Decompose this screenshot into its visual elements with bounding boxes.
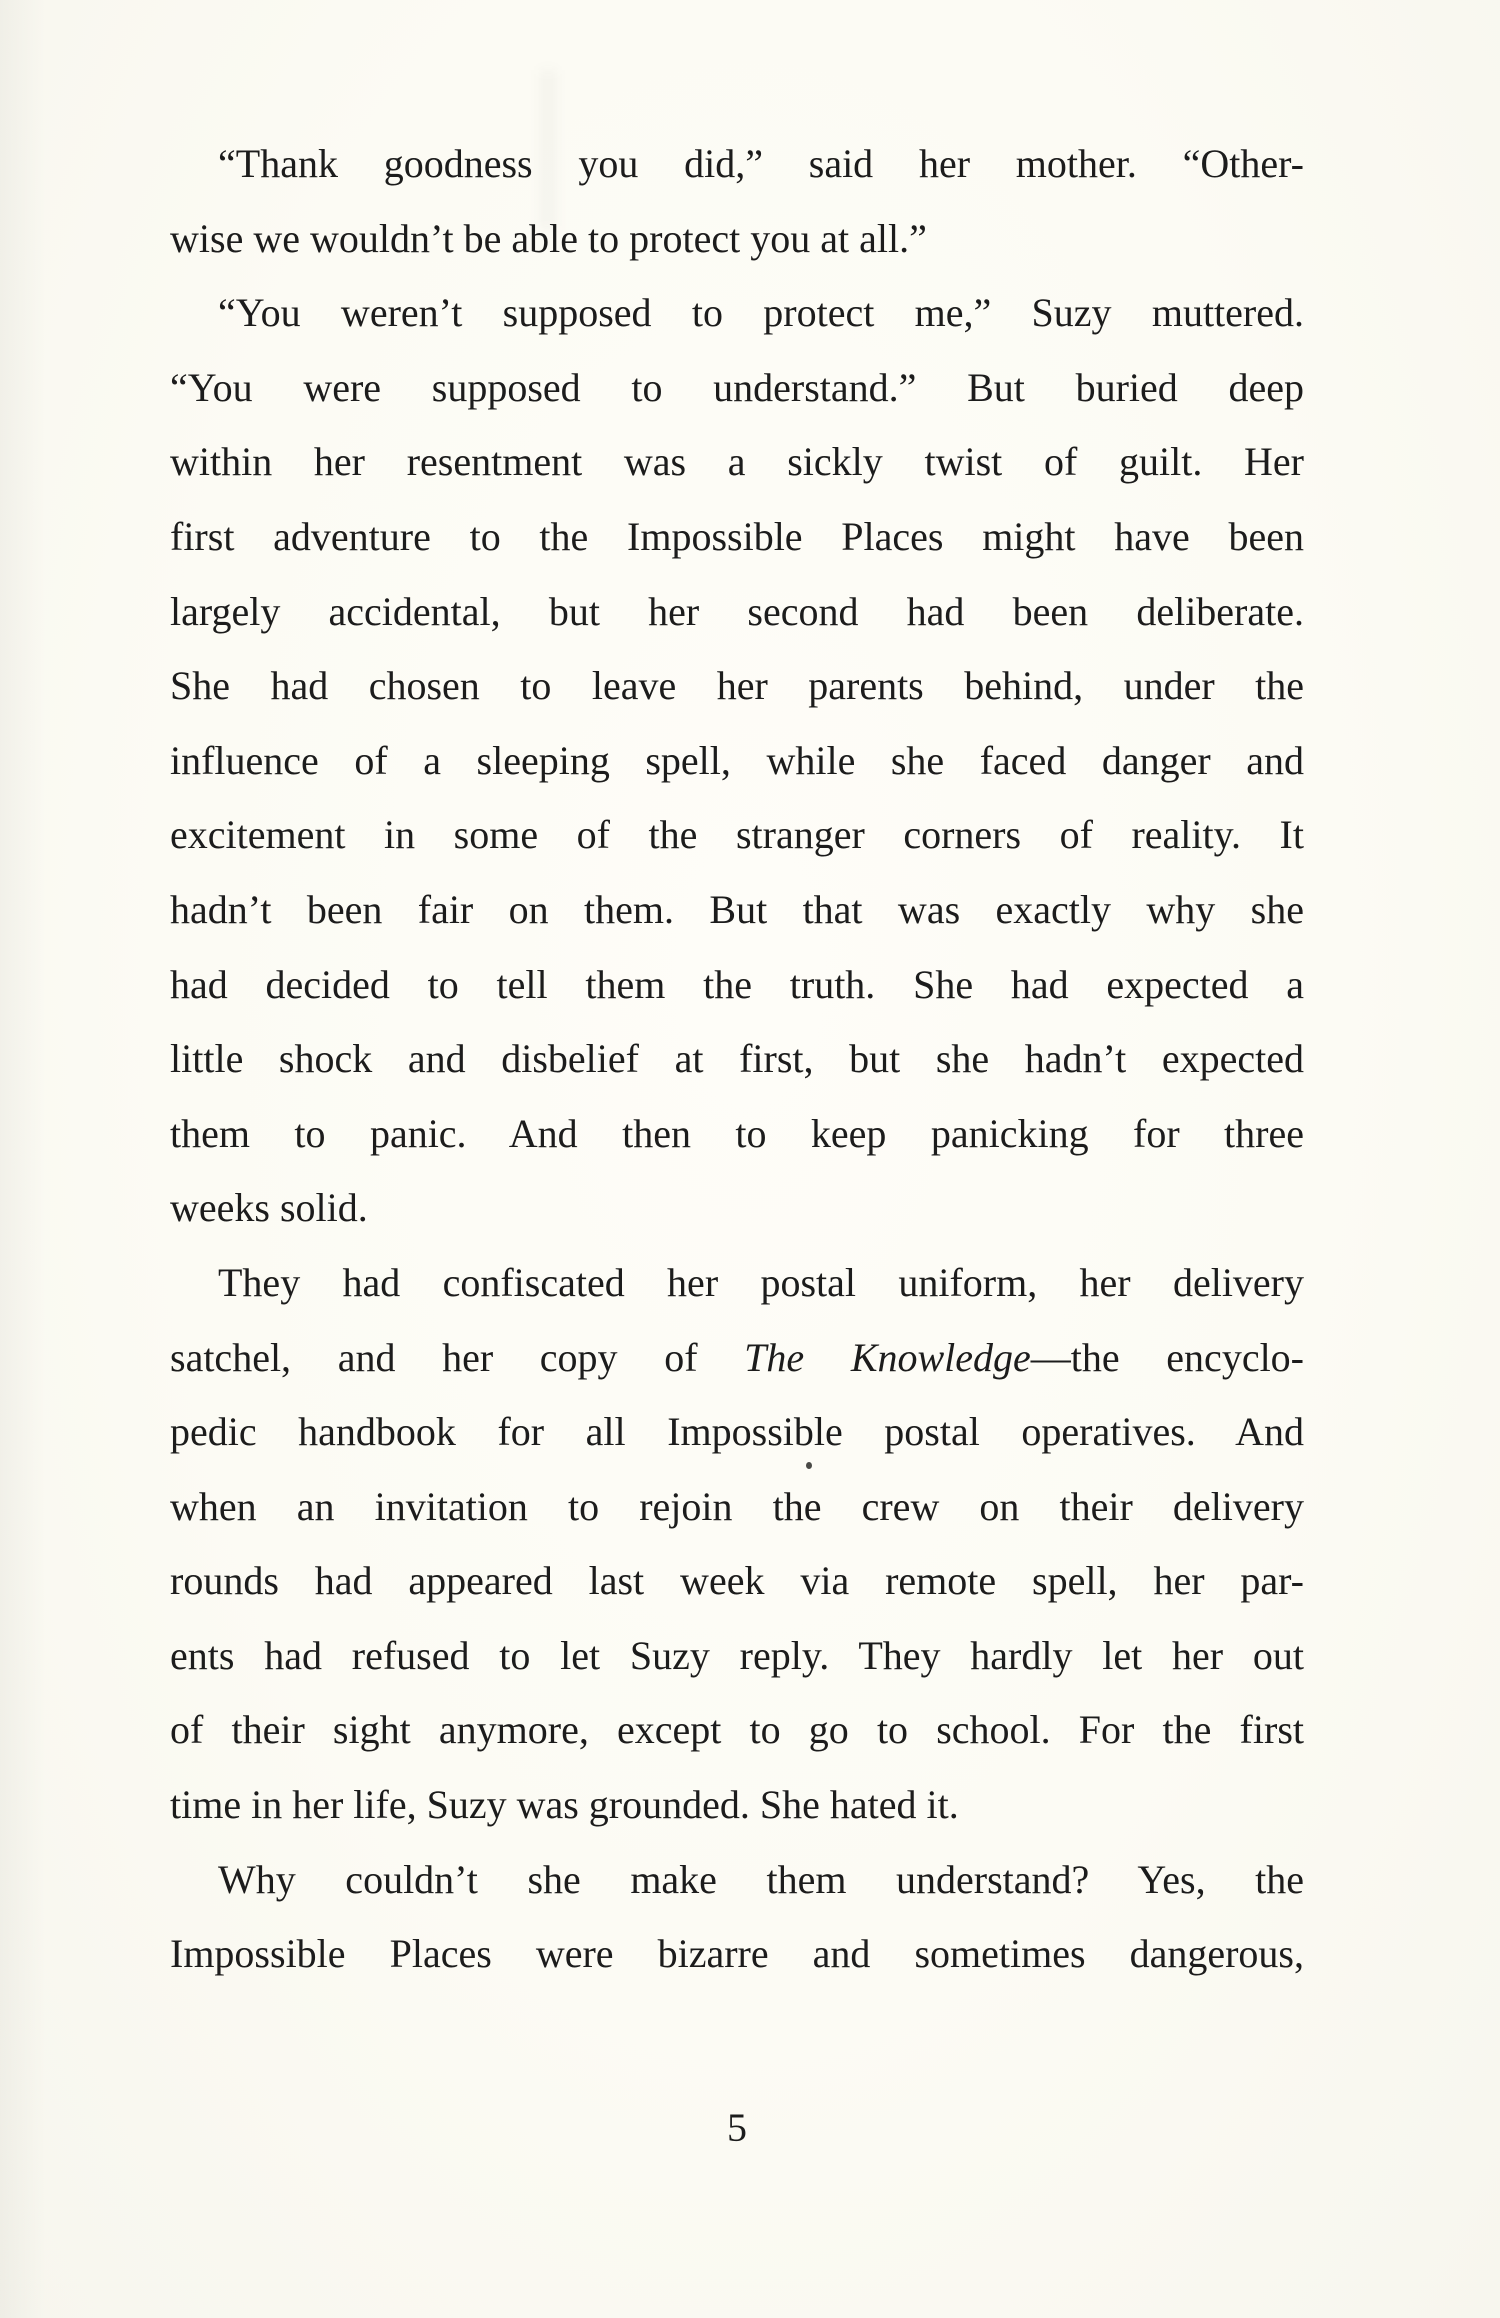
text-line	[170, 1693, 1304, 1768]
text-line	[170, 948, 1304, 1023]
text-line	[170, 1768, 1304, 1843]
text-segment: —the encyclo-	[1030, 1334, 1304, 1380]
text-line	[170, 1843, 1304, 1918]
text-segment: Impossible Places were bizarre and sometimes dangerous,	[170, 1931, 1304, 1977]
text-segment: influence of a sleeping spell, while she faced danger and	[170, 737, 1304, 783]
text-line	[170, 127, 1304, 202]
text-segment: time in her life, Suzy was grounded. She hated it.	[170, 1782, 959, 1828]
text-segment: rounds had appeared last week via remote spell, her par-	[170, 1558, 1304, 1604]
text-segment: first adventure to the Impossible Places might have been	[170, 513, 1304, 559]
text-segment: hadn’t been fair on them. But that was exactly why she	[170, 886, 1304, 932]
text-line	[170, 276, 1304, 351]
text-line	[170, 1619, 1304, 1694]
text-segment: “You were supposed to understand.” But buried deep	[170, 364, 1304, 410]
text-line	[170, 1022, 1304, 1097]
text-line	[170, 1171, 1304, 1246]
text-line	[170, 649, 1304, 724]
book-title-italic: The Knowledge	[744, 1334, 1031, 1380]
text-segment: them to panic. And then to keep panicking for three	[170, 1110, 1304, 1156]
text-segment: Why couldn’t she make them understand? Yes, the	[218, 1856, 1304, 1902]
text-segment: excitement in some of the stranger corners of reality. It	[170, 812, 1304, 858]
text-segment: satchel, and her copy of	[170, 1334, 745, 1380]
text-segment: of their sight anymore, except to go to school. For the first	[170, 1707, 1304, 1753]
text-segment: wise we wouldn’t be able to protect you at all.”	[170, 215, 927, 261]
text-line	[170, 575, 1304, 650]
text-line	[170, 351, 1304, 426]
text-line	[170, 1097, 1304, 1172]
text-segment: weeks solid.	[170, 1185, 368, 1231]
text-line	[170, 873, 1304, 948]
text-segment: “Thank goodness you did,” said her mother. “Other-	[218, 141, 1304, 186]
text-line	[170, 1917, 1304, 1992]
page-text	[170, 127, 1304, 1992]
text-segment: They had confiscated her postal uniform, her delivery	[218, 1259, 1304, 1305]
text-line	[170, 1321, 1304, 1396]
text-line	[170, 425, 1304, 500]
text-line	[170, 724, 1304, 799]
text-segment: had decided to tell them the truth. She had expected a	[170, 961, 1304, 1007]
text-line	[170, 202, 1304, 277]
scan-edge-shade	[0, 0, 46, 2318]
text-line	[170, 1395, 1304, 1470]
text-segment: pedic handbook for all Impossible postal operatives. And	[170, 1409, 1304, 1455]
text-segment: when an invitation to rejoin the crew on their delivery	[170, 1483, 1304, 1529]
text-line	[170, 500, 1304, 575]
text-segment: within her resentment was a sickly twist of guilt. Her	[170, 439, 1304, 485]
text-line	[170, 1246, 1304, 1321]
page-number: 5	[727, 2105, 747, 2150]
text-line	[170, 1470, 1304, 1545]
text-segment: She had chosen to leave her parents behind, under the	[170, 663, 1304, 709]
text-segment: largely accidental, but her second had been deliberate.	[170, 588, 1304, 634]
text-segment: ents had refused to let Suzy reply. They hardly let her out	[170, 1632, 1304, 1678]
text-segment: “You weren’t supposed to protect me,” Suzy muttered.	[218, 290, 1304, 336]
text-line	[170, 1544, 1304, 1619]
text-line	[170, 798, 1304, 873]
text-segment: little shock and disbelief at first, but she hadn’t expected	[170, 1036, 1304, 1082]
